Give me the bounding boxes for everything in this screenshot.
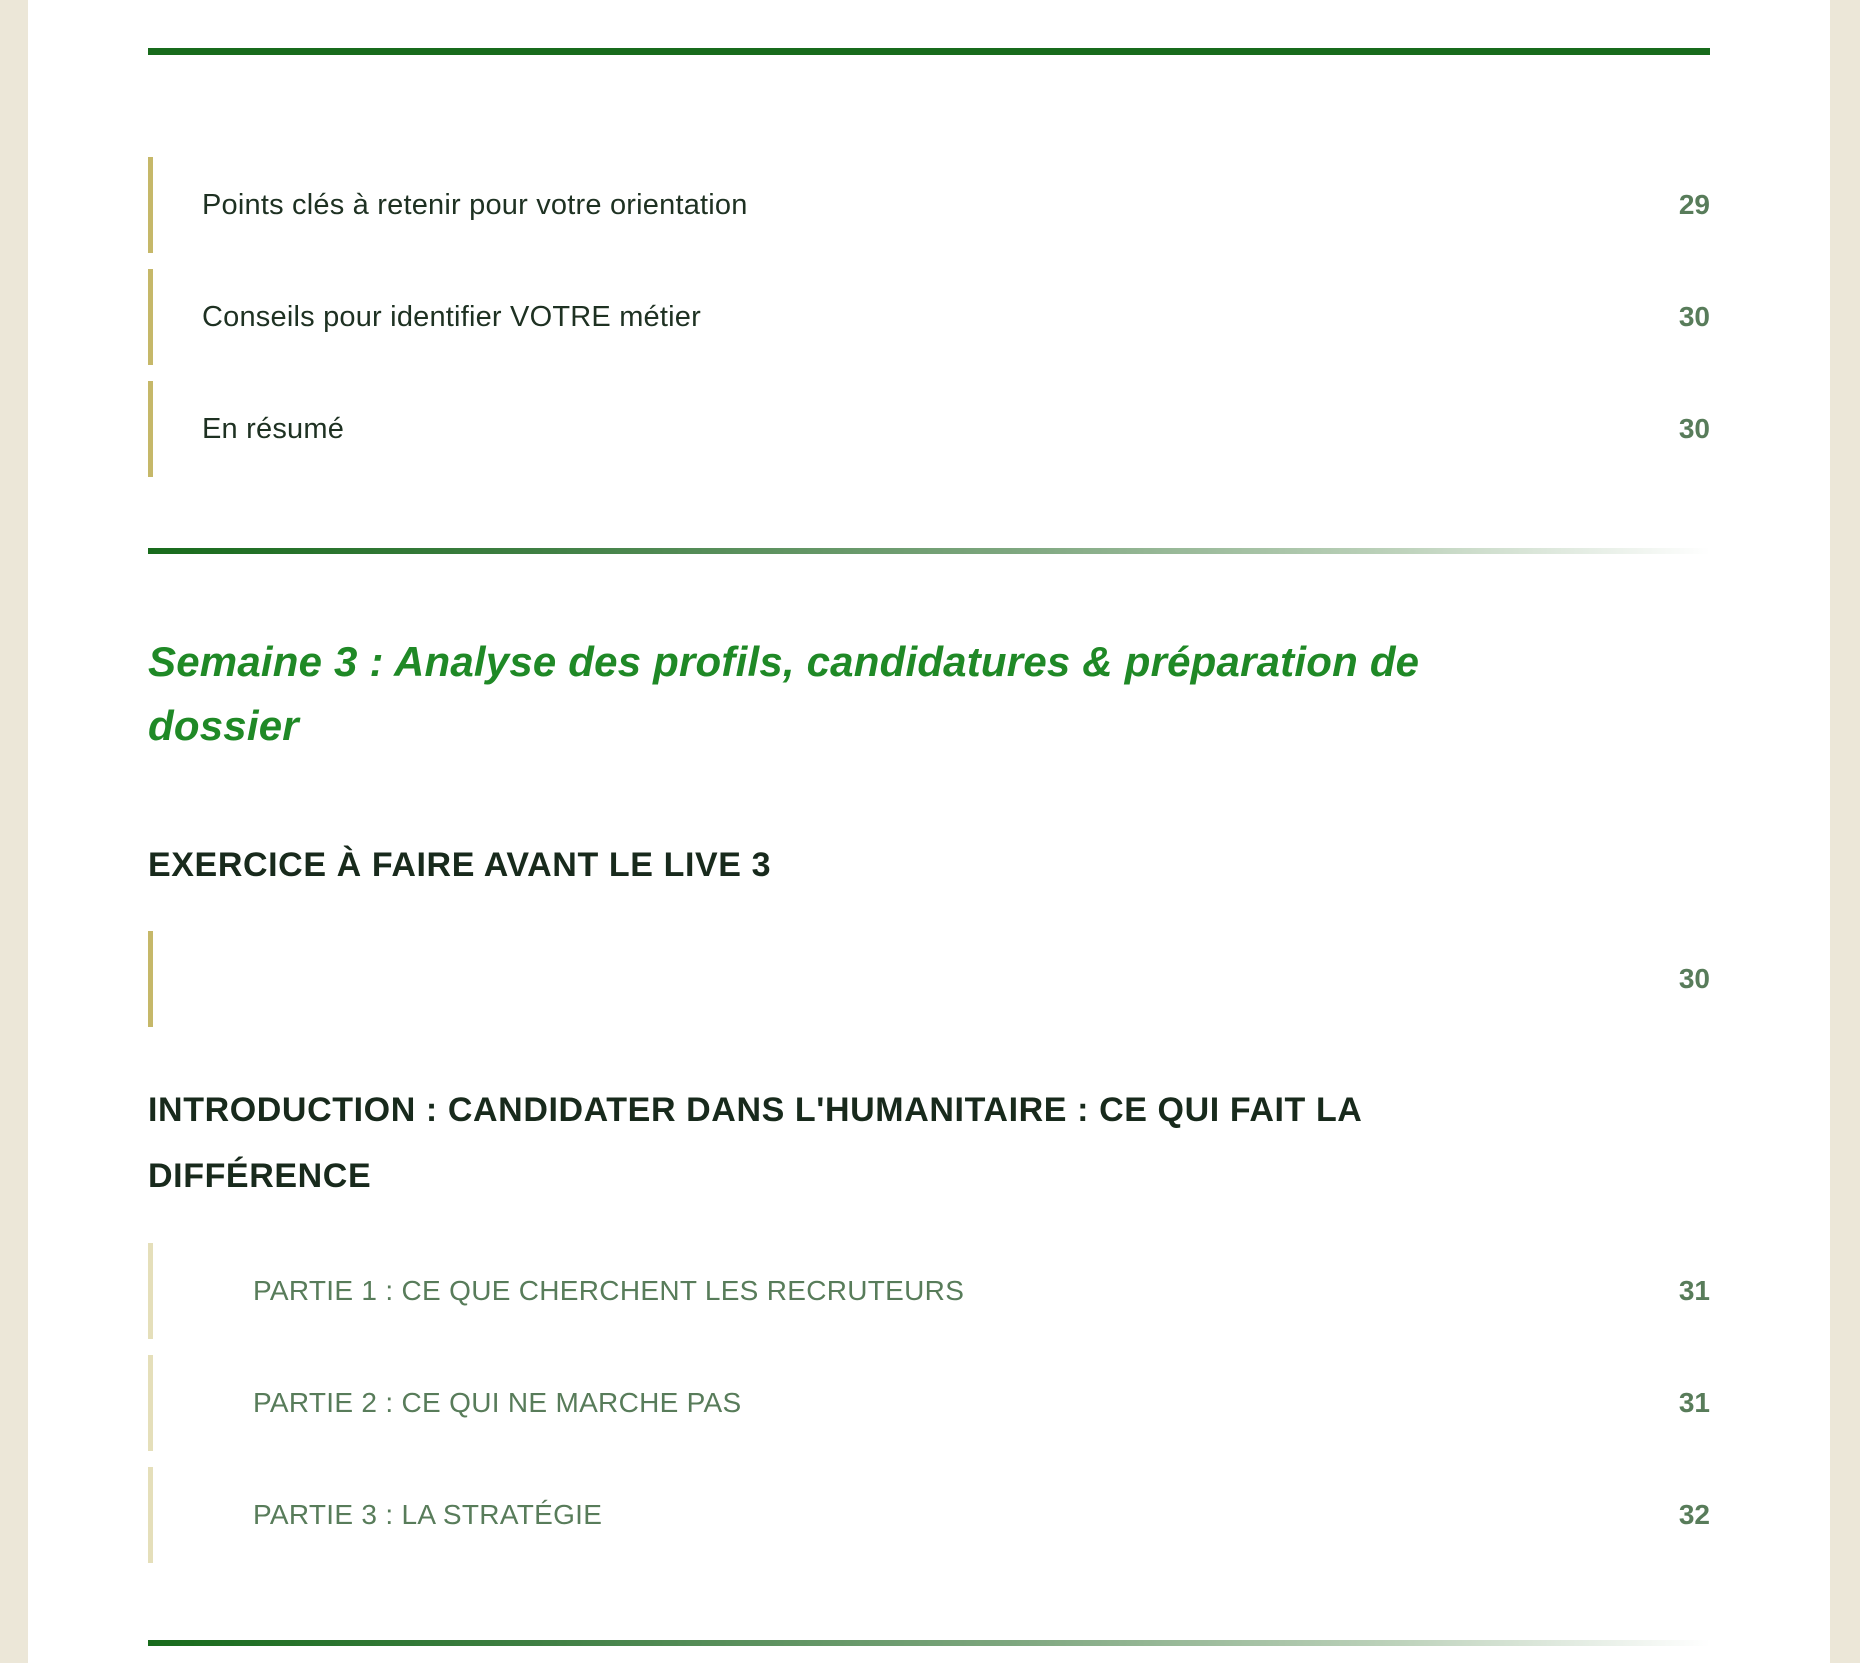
section-divider-middle (148, 548, 1710, 554)
toc-entry-page-number: 30 (1678, 413, 1710, 444)
toc-entry-page-number: 30 (1678, 301, 1710, 332)
toc-entry-label: PARTIE 2 : CE QUI NE MARCHE PAS (253, 1387, 742, 1418)
entry-accent-bar (148, 931, 153, 1027)
toc-sub-entry[interactable] (148, 1355, 1710, 1451)
toc-entry[interactable] (148, 381, 1710, 477)
week-heading-line-1: Semaine 3 : Analyse des profils, candidatures & préparation de (148, 638, 1420, 685)
introduction-heading-line-2: DIFFÉRENCE (148, 1157, 372, 1195)
entry-accent-bar (148, 1467, 153, 1563)
toc-entry-page-number: 29 (1678, 189, 1710, 220)
toc-entry-label: PARTIE 3 : LA STRATÉGIE (253, 1499, 603, 1530)
week-heading (148, 630, 1710, 758)
exercise-heading: EXERCICE À FAIRE AVANT LE LIVE 3 (148, 846, 772, 884)
toc-entry-page-number: 31 (1678, 1387, 1710, 1418)
entry-accent-bar (148, 381, 153, 477)
toc-sub-entry[interactable] (148, 1467, 1710, 1563)
document-page (28, 0, 1830, 1663)
toc-entry-page-number: 31 (1678, 1275, 1710, 1306)
toc-entry-label: En résumé (202, 412, 345, 445)
toc-entry-label: Conseils pour identifier VOTRE métier (202, 300, 701, 333)
toc-entry[interactable] (148, 157, 1710, 253)
table-of-contents (28, 48, 1830, 1646)
toc-entry-empty[interactable] (148, 931, 1710, 1027)
introduction-heading-line-1: INTRODUCTION : CANDIDATER DANS L'HUMANITAIRE : CE QUI FAIT LA (148, 1091, 1363, 1129)
entry-accent-bar (148, 1243, 153, 1339)
toc-entry[interactable] (148, 269, 1710, 365)
toc-entry-label: Points clés à retenir pour votre orientation (202, 188, 748, 221)
toc-entry-label: PARTIE 1 : CE QUE CHERCHENT LES RECRUTEURS (253, 1275, 965, 1306)
toc-sub-entry[interactable] (148, 1243, 1710, 1339)
entry-accent-bar (148, 157, 153, 253)
introduction-heading (148, 1077, 1710, 1209)
entry-accent-bar (148, 269, 153, 365)
section-divider-bottom (148, 1640, 1710, 1646)
section-divider-top (148, 48, 1710, 55)
entry-accent-bar (148, 1355, 153, 1451)
toc-entry-page-number: 30 (1678, 963, 1710, 994)
toc-entry-page-number: 32 (1678, 1499, 1710, 1530)
week-heading-line-2: dossier (148, 702, 299, 749)
